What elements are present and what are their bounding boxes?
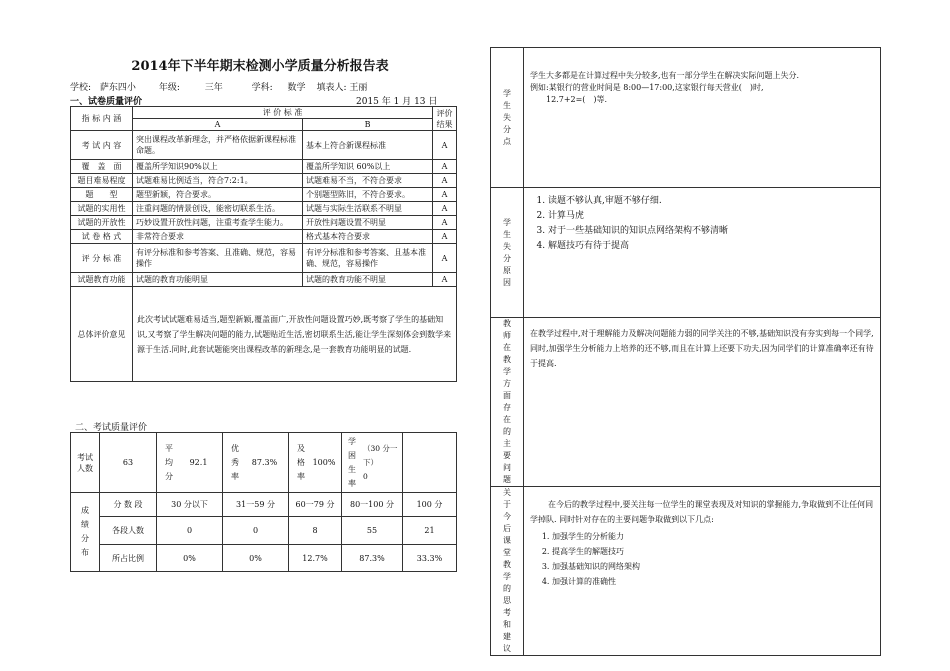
loss-point-line: 例如:某银行的营业时间是 8:00—17:00,这家银行每天营业( )时, [530, 83, 764, 92]
col-a-header: A [133, 119, 303, 131]
row-b: 试题难易不当，不符合要求 [303, 174, 433, 188]
col-criteria-header: 评 价 标 准 [133, 107, 433, 119]
loss-reason-item: 1. 读题不够认真,审题不够仔细. [548, 194, 874, 209]
row-a: 非常符合要求 [133, 230, 303, 244]
teacher-issues-text: 在教学过程中,对于理解能力及解决问题能力弱的同学关注的不够,基础知识没有夯实到每一个同学,同时,加强学生分析能力上培养的还不够,而且在计算上还要下功夫,因为同学们的计算准确率还有待于提高. [524, 318, 881, 487]
row-a: 覆盖所学知识90%以上 [133, 160, 303, 174]
row-name: 覆 盖 面 [71, 160, 133, 174]
row-name: 评 分 标 准 [71, 244, 133, 273]
row-result: A [433, 273, 457, 287]
people-cell: 0 [157, 517, 223, 545]
row-a: 试题难易比例适当，符合7:2:1。 [133, 174, 303, 188]
ratio-cell: 0% [223, 545, 289, 572]
row-name: 试题的开放性 [71, 216, 133, 230]
row-b: 格式基本符合要求 [303, 230, 433, 244]
row-a: 突出课程改革新理念，并严格依据新课程标准命题。 [133, 131, 303, 160]
filler-label: 填表人: [316, 83, 347, 93]
loss-point-line: 12.7+2=( )等. [546, 95, 608, 104]
loss-point-line: 学生大多都是在计算过程中失分较多,也有一部分学生在解决实际问题上失分. [530, 71, 800, 80]
row-result: A [433, 216, 457, 230]
school-label: 学校: [70, 83, 92, 93]
people-cell: 8 [289, 517, 342, 545]
suggestion-item: 2. 提高学生的解题技巧 [552, 544, 874, 559]
row-b: 有评分标准和参考答案、且基本准确、规范，容易操作 [303, 244, 433, 273]
col-result-header: 评价结果 [433, 107, 457, 131]
count-label: 考试人数 [71, 433, 100, 493]
suggestion-item: 4. 加强计算的准确性 [552, 574, 874, 589]
exam-quality-table [70, 432, 457, 572]
row-result: A [433, 174, 457, 188]
avg-label: 平 均 分 [165, 443, 173, 481]
row-b: 基本上符合新课程标准 [303, 131, 433, 160]
grade-label: 年级: [158, 83, 180, 93]
seg-label: 分 数 段 [100, 493, 157, 517]
suggestion-item: 3. 加强基础知识的网络架构 [552, 559, 874, 574]
filler-value: 王丽 [349, 83, 368, 93]
seg-cell: 60一79 分 [289, 493, 342, 517]
row-result: A [433, 202, 457, 216]
seg-cell: 30 分以下 [157, 493, 223, 517]
ratio-cell: 33.3% [403, 545, 457, 572]
excellent-cell [223, 433, 289, 493]
dist-label: 成 绩 分 布 [71, 493, 100, 572]
difficult-label: 学 困 生 率 [348, 436, 356, 488]
section1-heading: 一、试卷质量评价 [70, 97, 143, 107]
col-indicator-header: 指 标 内 涵 [71, 107, 133, 131]
people-cell: 0 [223, 517, 289, 545]
avg-value: 92.1 [189, 458, 208, 467]
teacher-issues-label: 教 师 在 教 学 方 面 存 在 的 主 要 问 题 [491, 318, 524, 487]
paper-quality-table [70, 106, 457, 382]
suggestions-intro: 在今后的教学过程中,要关注每一位学生的课堂表现及对知识的掌握能力,争取做到不让任何同学掉队. 同时针对存在的主要问题争取做到以下几点: [530, 500, 874, 524]
loss-points-label: 学 生 失 分 点 [491, 48, 524, 188]
school-value: 萨东四小 [99, 83, 136, 93]
section2-heading: 二、考试质量评价 [75, 423, 148, 433]
seg-cell: 80一100 分 [342, 493, 403, 517]
seg-cell: 100 分 [403, 493, 457, 517]
analysis-table [490, 47, 881, 656]
overall-label: 总体评价意见 [71, 287, 133, 382]
row-b: 个别题型陈旧，不符合要求。 [303, 188, 433, 202]
row-a: 有评分标准和参考答案、且准确、规范，容易操作 [133, 244, 303, 273]
row-result: A [433, 230, 457, 244]
row-b: 开放性问题设置不明显 [303, 216, 433, 230]
row-name: 试题教育功能 [71, 273, 133, 287]
suggestion-item: 1. 加强学生的分析能力 [552, 529, 874, 544]
ratio-cell: 87.3% [342, 545, 403, 572]
pass-label: 及 格 率 [297, 443, 305, 481]
loss-reasons-content [524, 188, 881, 318]
suggestions-label: 关 于 今 后 课 堂 教 学 的 思 考 和 建 议 [491, 487, 524, 656]
col-b-header: B [303, 119, 433, 131]
pass-value: 100% [312, 458, 336, 467]
difficult-cell [342, 433, 403, 493]
row-name: 试 卷 格 式 [71, 230, 133, 244]
loss-reason-item: 4. 解题技巧有待于提高 [548, 239, 874, 254]
ratio-cell: 0% [157, 545, 223, 572]
count-value: 63 [100, 433, 157, 493]
difficult-note: （30 分一下） [363, 443, 398, 467]
row-a: 注重问题的情景创设，能密切联系生活。 [133, 202, 303, 216]
row-name: 试题的实用性 [71, 202, 133, 216]
row-result: A [433, 160, 457, 174]
report-title: 2014年下半年期末检测小学质量分析报告表 [131, 59, 389, 74]
row-result: A [433, 131, 457, 160]
difficult-value: 0 [363, 471, 368, 481]
row-name: 题目难易程度 [71, 174, 133, 188]
row-b: 试题的教育功能不明显 [303, 273, 433, 287]
row-b: 覆盖所学知识 60%以上 [303, 160, 433, 174]
excellent-label: 优 秀 率 [231, 443, 239, 481]
row-result: A [433, 188, 457, 202]
grade-value: 三年 [204, 83, 223, 93]
avg-cell [157, 433, 223, 493]
people-cell: 55 [342, 517, 403, 545]
seg-cell: 31一59 分 [223, 493, 289, 517]
people-label: 各段人数 [100, 517, 157, 545]
pass-cell [289, 433, 342, 493]
subject-value: 数学 [287, 83, 306, 93]
suggestions-content [524, 487, 881, 656]
excellent-value: 87.3% [251, 458, 278, 467]
subject-label: 学科: [251, 83, 273, 93]
row-a: 试题的教育功能明显 [133, 273, 303, 287]
loss-reason-item: 2. 计算马虎 [548, 209, 874, 224]
ratio-label: 所占比例 [100, 545, 157, 572]
loss-reasons-label: 学 生 失 分 原 因 [491, 188, 524, 318]
row-a: 题型新颖，符合要求。 [133, 188, 303, 202]
info-line [70, 80, 367, 93]
people-cell: 21 [403, 517, 457, 545]
row-a: 巧妙设置开放性问题，注重考查学生能力。 [133, 216, 303, 230]
row-name: 题 型 [71, 188, 133, 202]
row-name: 考 试 内 容 [71, 131, 133, 160]
report-date: 2015 年 1 月 13 日 [356, 97, 438, 107]
loss-points-content [524, 48, 881, 188]
row-result: A [433, 244, 457, 273]
overall-text: 此次考试试题难易适当,题型新颖,覆盖面广,开放性问题设置巧妙,既考察了学生的基础知识,又考察了学生解决问题的能力,试题贴近生活,密切联系生活,能让学生深刻体会到数学来源于生活.同时,此套试题能突出课程改革的新理念,是一套教育功能明显的试题. [133, 287, 457, 382]
row-b: 试题与实际生活联系不明显 [303, 202, 433, 216]
ratio-cell: 12.7% [289, 545, 342, 572]
loss-reason-item: 3. 对于一些基础知识的知识点网络架构不够清晰 [548, 224, 874, 239]
